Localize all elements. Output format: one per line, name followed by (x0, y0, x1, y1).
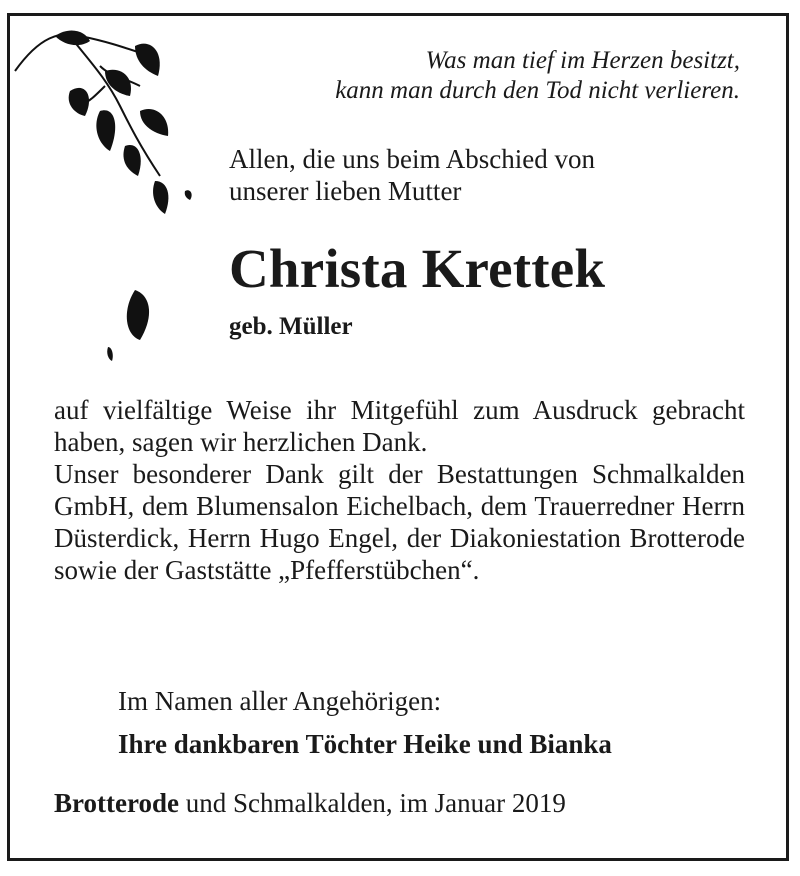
falling-leaf-icon (100, 285, 160, 365)
memorial-quote (335, 46, 740, 106)
intro-line-1: Allen, die uns beim Abschied von (229, 144, 595, 174)
intro-text (229, 143, 595, 207)
thanks-paragraph-2: Unser besonderer Dank gilt der Bestattungen Schmalkalden GmbH, dem Blumensalon Eichelbach, dem Trauerredner Herrn Düsterdick, Herrn Hugo Engel, der Diakoniestation Brotterode sowie der Gaststätte „Pfefferstübchen“. (54, 459, 745, 585)
birth-name: geb. Müller (229, 313, 353, 340)
place-rest: und Schmalkalden, im Januar 2019 (178, 788, 566, 818)
quote-line-1: Was man tief im Herzen besitzt, (425, 47, 740, 74)
deceased-name: Christa Krettek (229, 238, 606, 299)
place-town: Brotterode (54, 788, 179, 818)
intro-line-2: unserer lieben Mutter (229, 176, 462, 206)
leaf-branch-icon (10, 16, 210, 216)
thanks-paragraph-1: auf vielfältige Weise ihr Mitgefühl zum Ausdruck gebracht haben, sagen wir herzlichen Dank. (54, 395, 745, 457)
signature-label: Im Namen aller Angehörigen: (118, 686, 442, 716)
place-date (54, 788, 566, 819)
quote-line-2: kann man durch den Tod nicht verlieren. (335, 77, 740, 104)
thanks-text (54, 394, 745, 586)
signature-names: Ihre dankbaren Töchter Heike und Bianka (118, 729, 612, 759)
